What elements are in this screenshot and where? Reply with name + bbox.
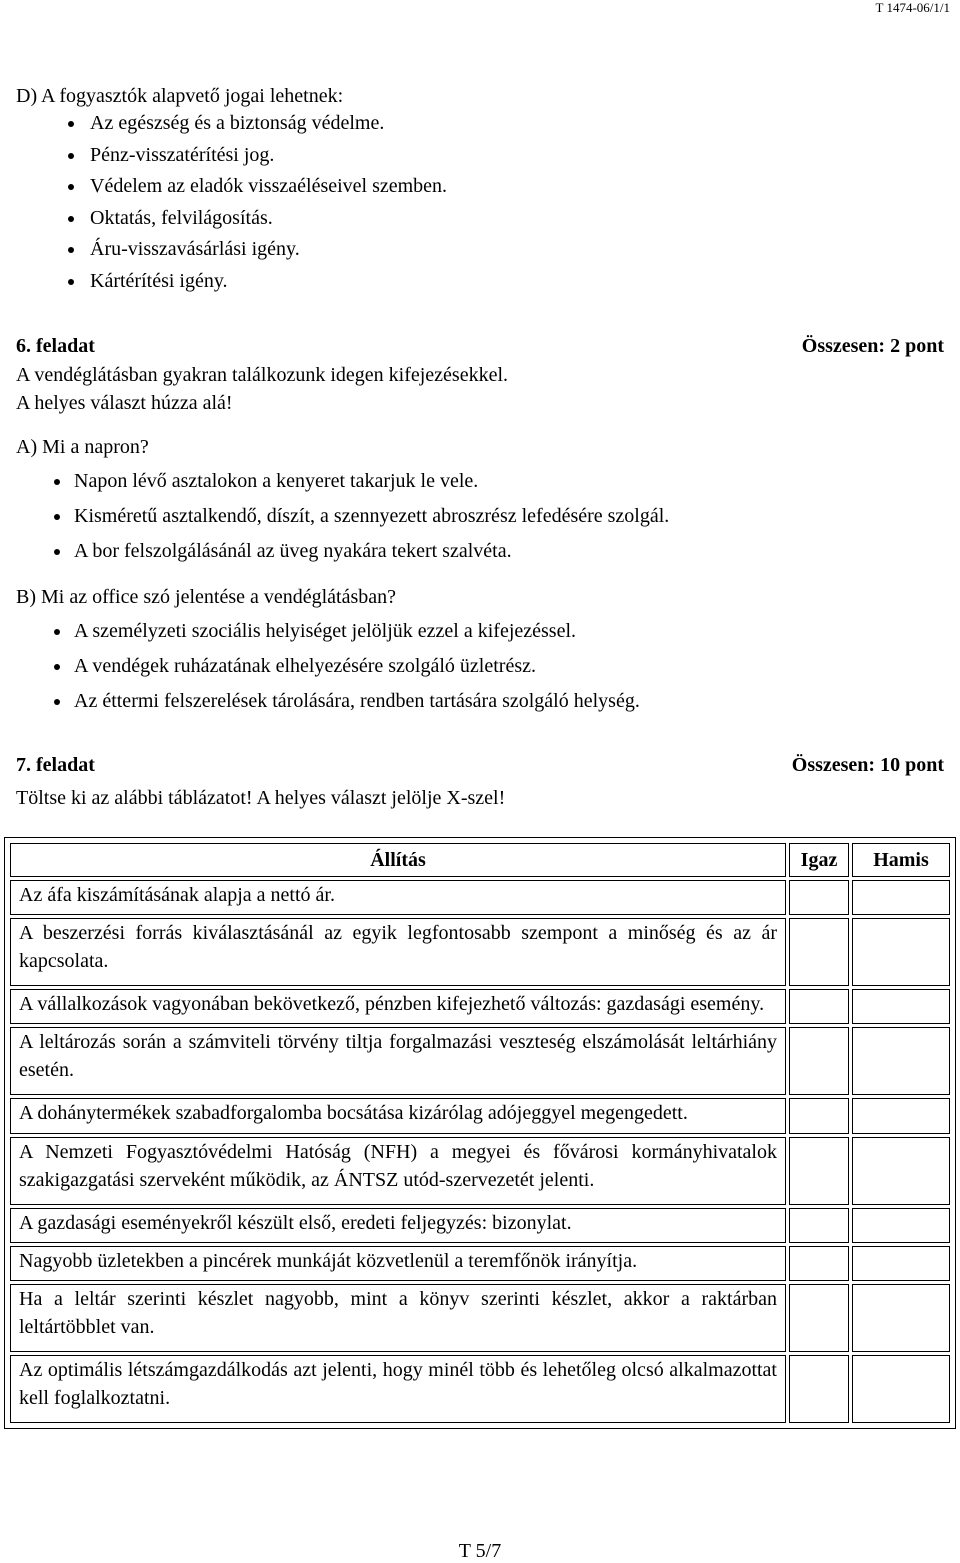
true-answer-cell[interactable] bbox=[789, 1137, 849, 1205]
header-true: Igaz bbox=[789, 843, 849, 877]
true-answer-cell[interactable] bbox=[789, 918, 849, 986]
list-item: Az egészség és a biztonság védelme. bbox=[16, 111, 447, 143]
table-row bbox=[10, 989, 950, 1024]
table-row bbox=[10, 1137, 950, 1205]
statement-cell: A vállalkozások vagyonában bekövetkező, pénzben kifejezhető változás: gazdasági esemény. bbox=[10, 989, 786, 1024]
bullet-icon bbox=[54, 664, 60, 670]
bullet-icon bbox=[54, 699, 60, 705]
statement-cell: Ha a leltár szerinti készlet nagyobb, mint a könyv szerinti készlet, akkor a raktárban leltártöbblet van. bbox=[10, 1284, 786, 1352]
answer-option[interactable]: Kisméretű asztalkendő, díszít, a szennyezett abroszrész lefedésére szolgál. bbox=[16, 504, 669, 539]
true-answer-cell[interactable] bbox=[789, 1027, 849, 1095]
table-row bbox=[10, 1355, 950, 1423]
document-code: T 1474-06/1/1 bbox=[875, 0, 950, 15]
false-answer-cell[interactable] bbox=[852, 1284, 950, 1352]
true-false-table bbox=[4, 837, 956, 1429]
false-answer-cell[interactable] bbox=[852, 918, 950, 986]
table-row bbox=[10, 1284, 950, 1352]
false-answer-cell[interactable] bbox=[852, 989, 950, 1024]
bullet-icon bbox=[54, 549, 60, 555]
consumer-rights-heading: D) A fogyasztók alapvető jogai lehetnek: bbox=[16, 85, 344, 107]
false-answer-cell[interactable] bbox=[852, 880, 950, 915]
false-answer-cell[interactable] bbox=[852, 1137, 950, 1205]
page-number: T 5/7 bbox=[458, 1540, 502, 1562]
false-answer-cell[interactable] bbox=[852, 1027, 950, 1095]
true-answer-cell[interactable] bbox=[789, 1355, 849, 1423]
statement-cell: A beszerzési forrás kiválasztásánál az egyik legfontosabb szempont a minőség és az ár kapcsolata. bbox=[10, 918, 786, 986]
statement-cell: A gazdasági eseményekről készült első, eredeti feljegyzés: bizonylat. bbox=[10, 1208, 786, 1243]
table-row bbox=[10, 1246, 950, 1281]
list-item: Oktatás, felvilágosítás. bbox=[16, 206, 447, 238]
bullet-icon bbox=[68, 184, 74, 190]
statement-cell: A Nemzeti Fogyasztóvédelmi Hatóság (NFH) a megyei és fővárosi kormányhivatalok szakigazgatási szerveként működik, az ÁNTSZ utód-szervezetét jelenti. bbox=[10, 1137, 786, 1205]
bullet-icon bbox=[68, 216, 74, 222]
header-false: Hamis bbox=[852, 843, 950, 877]
answer-option[interactable]: Napon lévő asztalokon a kenyeret takarjuk le vele. bbox=[16, 469, 669, 504]
answer-option[interactable]: A bor felszolgálásánál az üveg nyakára tekert szalvéta. bbox=[16, 539, 669, 574]
task6-points: Összesen: 2 pont bbox=[801, 335, 944, 357]
question-a-options bbox=[16, 469, 669, 574]
table-row bbox=[10, 880, 950, 915]
true-answer-cell[interactable] bbox=[789, 1208, 849, 1243]
list-item: Kártérítési igény. bbox=[16, 269, 447, 301]
true-answer-cell[interactable] bbox=[789, 1246, 849, 1281]
task6-intro-1: A vendéglátásban gyakran találkozunk idegen kifejezésekkel. bbox=[16, 364, 509, 386]
statement-cell: A dohánytermékek szabadforgalomba bocsátása kizárólag adójeggyel megengedett. bbox=[10, 1098, 786, 1133]
table-row bbox=[10, 1027, 950, 1095]
task7-title: 7. feladat bbox=[16, 754, 95, 776]
true-answer-cell[interactable] bbox=[789, 880, 849, 915]
bullet-icon bbox=[68, 121, 74, 127]
statement-cell: Az optimális létszámgazdálkodás azt jelenti, hogy minél több és lehetőleg olcsó alkalmazottat kell foglalkoztatni. bbox=[10, 1355, 786, 1423]
list-item: Pénz-visszatérítési jog. bbox=[16, 143, 447, 175]
statement-cell: A leltározás során a számviteli törvény tiltja forgalmazási veszteség elszámolását leltárhiány esetén. bbox=[10, 1027, 786, 1095]
list-item: Áru-visszavásárlási igény. bbox=[16, 237, 447, 269]
question-a: A) Mi a napron? bbox=[16, 436, 149, 458]
task7-instruction: Töltse ki az alábbi táblázatot! A helyes választ jelölje X-szel! bbox=[16, 787, 506, 809]
table-row bbox=[10, 1098, 950, 1133]
true-answer-cell[interactable] bbox=[789, 1098, 849, 1133]
task6-title: 6. feladat bbox=[16, 335, 95, 357]
header-statement: Állítás bbox=[10, 843, 786, 877]
bullet-icon bbox=[68, 279, 74, 285]
question-b-options bbox=[16, 619, 640, 724]
table-row bbox=[10, 1208, 950, 1243]
true-answer-cell[interactable] bbox=[789, 989, 849, 1024]
task7-points: Összesen: 10 pont bbox=[791, 754, 944, 776]
false-answer-cell[interactable] bbox=[852, 1098, 950, 1133]
consumer-rights-list bbox=[16, 111, 447, 300]
list-item: Védelem az eladók visszaéléseivel szemben. bbox=[16, 174, 447, 206]
task6-intro-2: A helyes választ húzza alá! bbox=[16, 392, 233, 414]
question-b: B) Mi az office szó jelentése a vendéglátásban? bbox=[16, 586, 397, 608]
statement-cell: Nagyobb üzletekben a pincérek munkáját közvetlenül a teremfőnök irányítja. bbox=[10, 1246, 786, 1281]
answer-option[interactable]: Az éttermi felszerelések tárolására, rendben tartására szolgáló helység. bbox=[16, 689, 640, 724]
bullet-icon bbox=[54, 479, 60, 485]
false-answer-cell[interactable] bbox=[852, 1355, 950, 1423]
statement-cell: Az áfa kiszámításának alapja a nettó ár. bbox=[10, 880, 786, 915]
false-answer-cell[interactable] bbox=[852, 1246, 950, 1281]
false-answer-cell[interactable] bbox=[852, 1208, 950, 1243]
bullet-icon bbox=[68, 153, 74, 159]
answer-option[interactable]: A vendégek ruházatának elhelyezésére szolgáló üzletrész. bbox=[16, 654, 640, 689]
table-row bbox=[10, 918, 950, 986]
bullet-icon bbox=[54, 629, 60, 635]
bullet-icon bbox=[68, 247, 74, 253]
answer-option[interactable]: A személyzeti szociális helyiséget jelöljük ezzel a kifejezéssel. bbox=[16, 619, 640, 654]
true-answer-cell[interactable] bbox=[789, 1284, 849, 1352]
bullet-icon bbox=[54, 514, 60, 520]
